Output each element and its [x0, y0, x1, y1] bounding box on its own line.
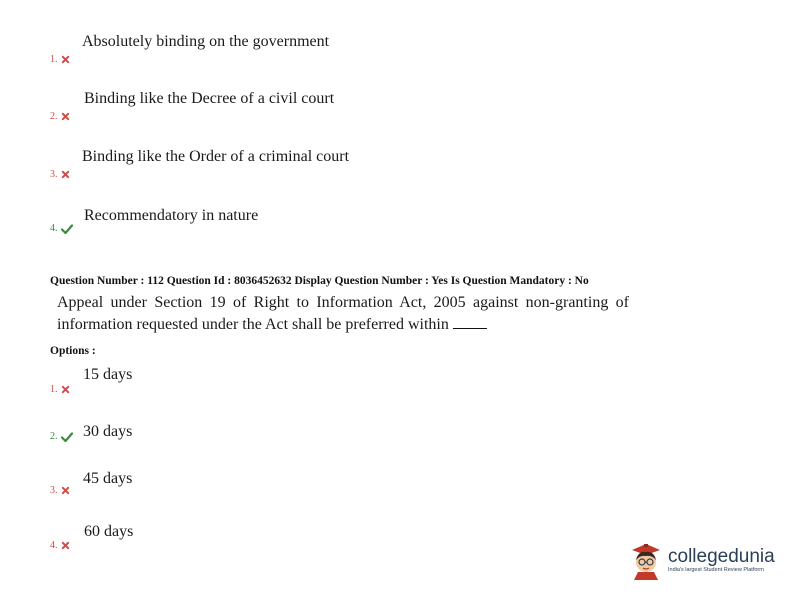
prev-option-4-text: Recommendatory in nature	[84, 207, 259, 224]
answer-blank	[453, 314, 487, 329]
student-mascot-icon	[628, 540, 664, 580]
prev-option-2-number: 2.	[50, 111, 70, 122]
option-3-text: 45 days	[83, 470, 133, 487]
logo-text-block	[668, 547, 775, 573]
logo-brand: collegedunia	[668, 546, 775, 567]
cross-icon	[61, 385, 70, 394]
cross-icon	[61, 170, 70, 179]
option-3-number: 3.	[50, 485, 70, 496]
option-4-number: 4.	[50, 540, 70, 551]
cross-icon	[61, 112, 70, 121]
option-2-text: 30 days	[83, 423, 133, 440]
options-label: Options :	[50, 345, 96, 357]
question-meta: Question Number : 112 Question Id : 8036452632 Display Question Number : Yes Is Question Mandatory : No	[50, 275, 589, 287]
prev-option-3-number: 3.	[50, 169, 70, 180]
check-icon	[61, 432, 73, 442]
question-text-body: Appeal under Section 19 of Right to Information Act, 2005 against non-granting of information requested under the Act shall be preferred within	[57, 294, 629, 333]
option-2-number: 2.	[50, 431, 73, 442]
cross-icon	[61, 55, 70, 64]
check-icon	[61, 224, 73, 234]
option-4-text: 60 days	[84, 523, 134, 540]
option-1-text: 15 days	[83, 366, 133, 383]
cross-icon	[61, 541, 70, 550]
question-text	[57, 292, 629, 336]
cross-icon	[61, 486, 70, 495]
prev-option-4-number: 4.	[50, 223, 73, 234]
collegedunia-watermark	[628, 540, 775, 580]
option-1-number: 1.	[50, 384, 70, 395]
prev-option-3-text: Binding like the Order of a criminal court	[82, 148, 350, 165]
logo-tagline: India's largest Student Review Platform	[668, 567, 764, 573]
prev-option-1-text: Absolutely binding on the government	[82, 33, 330, 50]
prev-option-1-number: 1.	[50, 54, 70, 65]
prev-option-2-text: Binding like the Decree of a civil court	[84, 90, 335, 107]
